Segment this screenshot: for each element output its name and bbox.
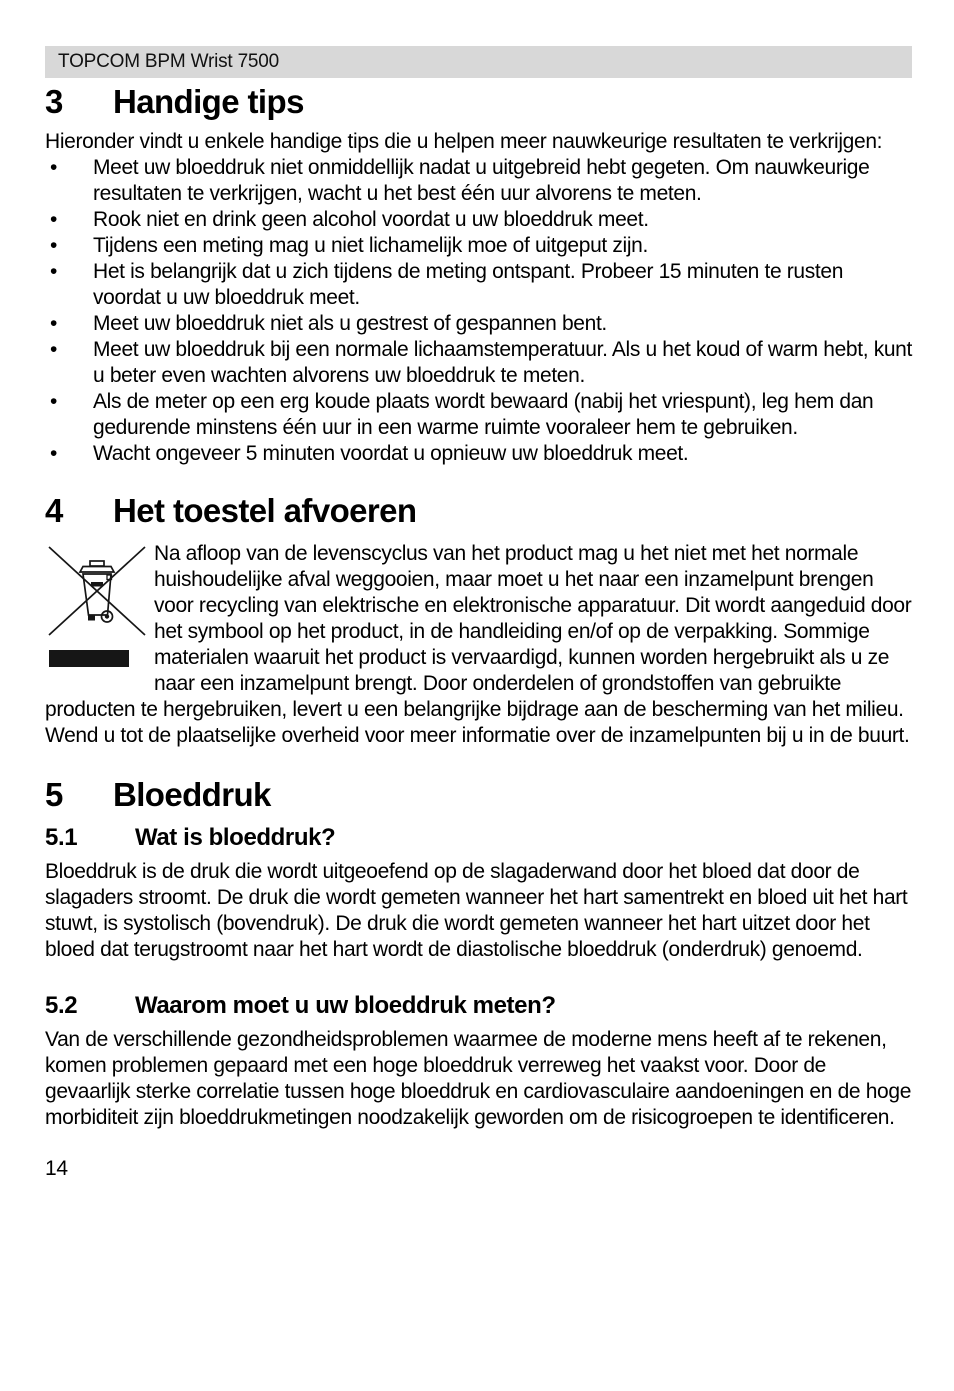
section-3-heading [45,82,912,122]
tips-list [45,155,912,467]
section-3-number: 3 [45,83,63,120]
section-4-body: Na afloop van de levenscyclus van het product mag u het niet met het normale huishoudelijke afval weggooien, maar moet u het naar een inzamelpunt brengen voor recycling van elektrische en elektronische apparatuur. Dit wordt aangeduid door het symbool op het product, in de handleiding en/of op de verpakking. Sommige materialen waaruit het product is vervaardigd, kunnen worden hergebruikt als u ze naar een inzamelpunt brengt. Door onderdelen of grondstoffen van gebruikte producten te hergebruiken, levert u een belangrijke bijdrage aan de bescherming van het milieu. Wend u tot de plaatselijke overheid voor meer informatie over de inzamelpunten bij u in de buurt. [45,542,912,747]
section-5-1-title: Wat is bloeddruk? [135,824,336,851]
section-5-1-heading [45,823,912,853]
bullet-marker-icon: • [50,442,58,465]
list-item [45,155,912,207]
list-item [45,259,912,311]
section-5-2-title: Waarom moet u uw bloeddruk meten? [135,992,556,1019]
page-footer [45,1157,912,1181]
section-4-number: 4 [45,492,63,529]
bullet-marker-icon: • [50,156,58,179]
list-item-text: Rook niet en drink geen alcohol voordat u uw bloeddruk meet. [93,208,649,231]
header-product-title: TOPCOM BPM Wrist 7500 [58,51,280,72]
section-5-1-number: 5.1 [45,824,78,851]
bullet-marker-icon: • [50,260,58,283]
list-item [45,389,912,441]
list-item-text: Meet uw bloeddruk niet onmiddellijk nadat u uitgebreid hebt gegeten. Om nauwkeurige resultaten te verkrijgen, wacht u het best één uur alvorens te meten. [93,156,870,205]
page-content [45,82,912,1131]
weee-crossed-out-bin-icon [47,545,147,669]
section-5-2-heading [45,991,912,1021]
list-item-text: Tijdens een meting mag u niet lichamelijk moe of uitgeput zijn. [93,234,648,257]
bullet-marker-icon: • [50,312,58,335]
list-item [45,441,912,467]
manual-page [0,46,954,1391]
list-item-text: Meet uw bloeddruk niet als u gestrest of gespannen bent. [93,312,607,335]
list-item-text: Het is belangrijk dat u zich tijdens de meting ontspant. Probeer 15 minuten te rusten voordat u uw bloeddruk meet. [93,260,844,309]
bullet-marker-icon: • [50,390,58,413]
list-item [45,337,912,389]
bullet-marker-icon: • [50,234,58,257]
bullet-marker-icon: • [50,208,58,231]
section-5-heading [45,775,912,815]
disposal-block [45,541,912,749]
list-item-text: Meet uw bloeddruk bij een normale lichaamstemperatuur. Als u het koud of warm hebt, kunt u beter even wachten alvorens uw bloeddruk te meten. [93,338,912,387]
list-item [45,207,912,233]
page-number: 14 [45,1157,68,1180]
section-5-number: 5 [45,776,63,813]
section-5-title: Bloeddruk [113,776,271,813]
list-item [45,311,912,337]
bullet-marker-icon: • [50,338,58,361]
list-item [45,233,912,259]
section-3-intro: Hieronder vindt u enkele handige tips die u helpen meer nauwkeurige resultaten te verkrijgen: [45,130,883,153]
section-5-2-body: Van de verschillende gezondheidsproblemen waarmee de moderne mens heeft af te rekenen, komen problemen gepaard met een hoge bloeddruk verreweg het vaakst voor. Door de gevaarlijk sterke correlatie tussen hoge bloeddruk en cardiovasculaire aandoeningen en de hoge morbiditeit zijn bloeddrukmetingen noodzakelijk geworden om de risicogroepen te identificeren. [45,1028,912,1129]
section-3-title: Handige tips [113,83,304,120]
page-header-bar [45,46,912,78]
section-4-title: Het toestel afvoeren [113,492,417,529]
section-5-1-body: Bloeddruk is de druk die wordt uitgeoefend op de slagaderwand door het bloed dat door de slagaders stroomt. De druk die wordt gemeten wanneer het hart samentrekt en bloed uit het hart stuwt, is systolisch (bovendruk). De druk die wordt gemeten wanneer het hart uitzet door het bloed dat terugstroomt naar het hart wordt de diastolische bloeddruk (onderdruk) genoemd. [45,860,908,961]
list-item-text: Wacht ongeveer 5 minuten voordat u opnieuw uw bloeddruk meet. [93,442,689,465]
section-5-2-number: 5.2 [45,992,78,1019]
list-item-text: Als de meter op een erg koude plaats wordt bewaard (nabij het vriespunt), leg hem dan gedurende minstens één uur in een warme ruimte vooraleer hem te gebruiken. [93,390,874,439]
section-4-heading [45,491,912,531]
